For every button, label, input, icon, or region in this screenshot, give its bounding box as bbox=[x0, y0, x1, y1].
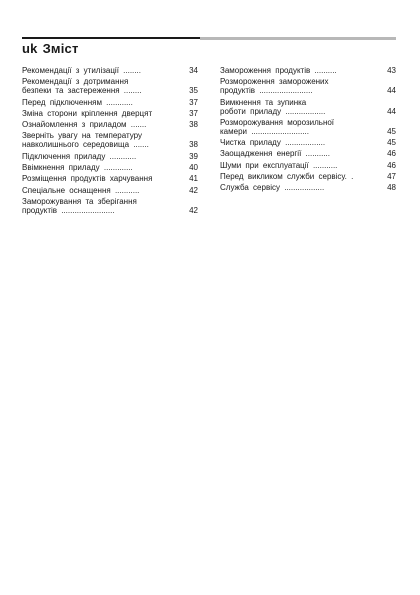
toc-entry-page: 48 bbox=[387, 183, 396, 193]
toc-entry-title: Зверніть увагу на температуру навколишнього середовища ....... bbox=[22, 131, 149, 150]
toc-entry[interactable] bbox=[22, 163, 198, 172]
toc-entry[interactable] bbox=[22, 197, 198, 215]
toc-entry[interactable] bbox=[22, 77, 198, 95]
toc-entry-page: 45 bbox=[387, 138, 396, 148]
toc-entry-title: Рекомендації з утилізації ........ bbox=[22, 66, 141, 75]
toc-entry-page: 38 bbox=[189, 120, 198, 130]
toc-entry-title: Розморожування морозильної камери .......................... bbox=[220, 117, 335, 136]
toc-entry-title: Служба сервісу .................. bbox=[220, 183, 325, 193]
toc-entry-page: 35 bbox=[189, 86, 198, 96]
toc-entry-title: Чистка приладу .................. bbox=[220, 138, 326, 148]
toc-entry[interactable] bbox=[22, 152, 198, 161]
toc-entry[interactable] bbox=[220, 98, 396, 116]
toc-entry[interactable] bbox=[220, 118, 396, 136]
toc-entry-page: 38 bbox=[189, 140, 198, 150]
toc-entry[interactable] bbox=[220, 66, 396, 75]
toc-entry-title: Замороження продуктів .......... bbox=[220, 66, 337, 75]
toc-entry-title: Перед викликом служби сервісу. . bbox=[220, 172, 354, 182]
toc-entry-title: Шуми при експлуатації ........... bbox=[220, 160, 338, 170]
toc-entry-page: 41 bbox=[189, 174, 198, 184]
toc-entry-page: 45 bbox=[387, 126, 396, 136]
toc-entry-title: Підключення приладу ............ bbox=[22, 151, 137, 161]
toc-entry[interactable] bbox=[220, 172, 396, 181]
toc-entry-title: Заощадження енергії ........... bbox=[220, 149, 330, 159]
toc-entry[interactable] bbox=[22, 66, 198, 75]
toc-entry-title: Ознайомлення з приладом ....... bbox=[22, 120, 147, 130]
toc-entry-page: 47 bbox=[387, 172, 396, 182]
toc-entry-page: 44 bbox=[387, 106, 396, 116]
toc-entry-page: 43 bbox=[387, 66, 396, 75]
toc-entry-title: Рекомендації з дотримання безпеки та застереження ........ bbox=[22, 77, 142, 96]
toc-entry[interactable] bbox=[220, 161, 396, 170]
toc-entry-title: Заморожування та зберігання продуктів ........................ bbox=[22, 196, 137, 215]
toc-entry[interactable] bbox=[22, 120, 198, 129]
toc-entry[interactable] bbox=[22, 109, 198, 118]
toc-entry-page: 46 bbox=[387, 149, 396, 159]
toc-entry-page: 44 bbox=[387, 86, 396, 96]
toc-entry-title: Спеціальне оснащення ........... bbox=[22, 185, 140, 195]
page-title bbox=[22, 41, 79, 56]
toc-entry-page: 37 bbox=[189, 108, 198, 118]
toc-entry[interactable] bbox=[22, 98, 198, 107]
toc-entry-title: Вимкнення та зупинка роботи приладу .................. bbox=[220, 97, 326, 116]
toc-entry[interactable] bbox=[220, 149, 396, 158]
toc-entry-page: 42 bbox=[189, 205, 198, 215]
toc-entry-page: 34 bbox=[189, 66, 198, 75]
toc-column-right bbox=[220, 66, 396, 195]
toc-column-left bbox=[22, 66, 198, 217]
toc-entry[interactable] bbox=[220, 77, 396, 95]
toc-entry[interactable] bbox=[22, 131, 198, 149]
toc-entry-page: 40 bbox=[189, 163, 198, 173]
toc-entry-page: 42 bbox=[189, 185, 198, 195]
header-rule-accent bbox=[200, 37, 396, 40]
toc-entry-page: 46 bbox=[387, 160, 396, 170]
language-code: uk bbox=[22, 41, 38, 56]
toc-entry-title: Розмороження заморожених продуктів ........................ bbox=[220, 77, 329, 96]
toc-entry[interactable] bbox=[22, 174, 198, 183]
toc-entry[interactable] bbox=[220, 138, 396, 147]
toc-entry-title: Перед підключенням ............ bbox=[22, 97, 133, 107]
toc-entry[interactable] bbox=[220, 183, 396, 192]
contents-title: Зміст bbox=[42, 41, 79, 56]
toc-entry-page: 37 bbox=[189, 97, 198, 107]
toc-entry-title: Розміщення продуктів харчування bbox=[22, 174, 153, 184]
toc-entry-page: 39 bbox=[189, 151, 198, 161]
toc-entry-title: Ввімкнення приладу ............. bbox=[22, 163, 133, 173]
toc-entry[interactable] bbox=[22, 186, 198, 195]
toc-entry-title: Зміна сторони кріплення дверцят bbox=[22, 108, 153, 118]
